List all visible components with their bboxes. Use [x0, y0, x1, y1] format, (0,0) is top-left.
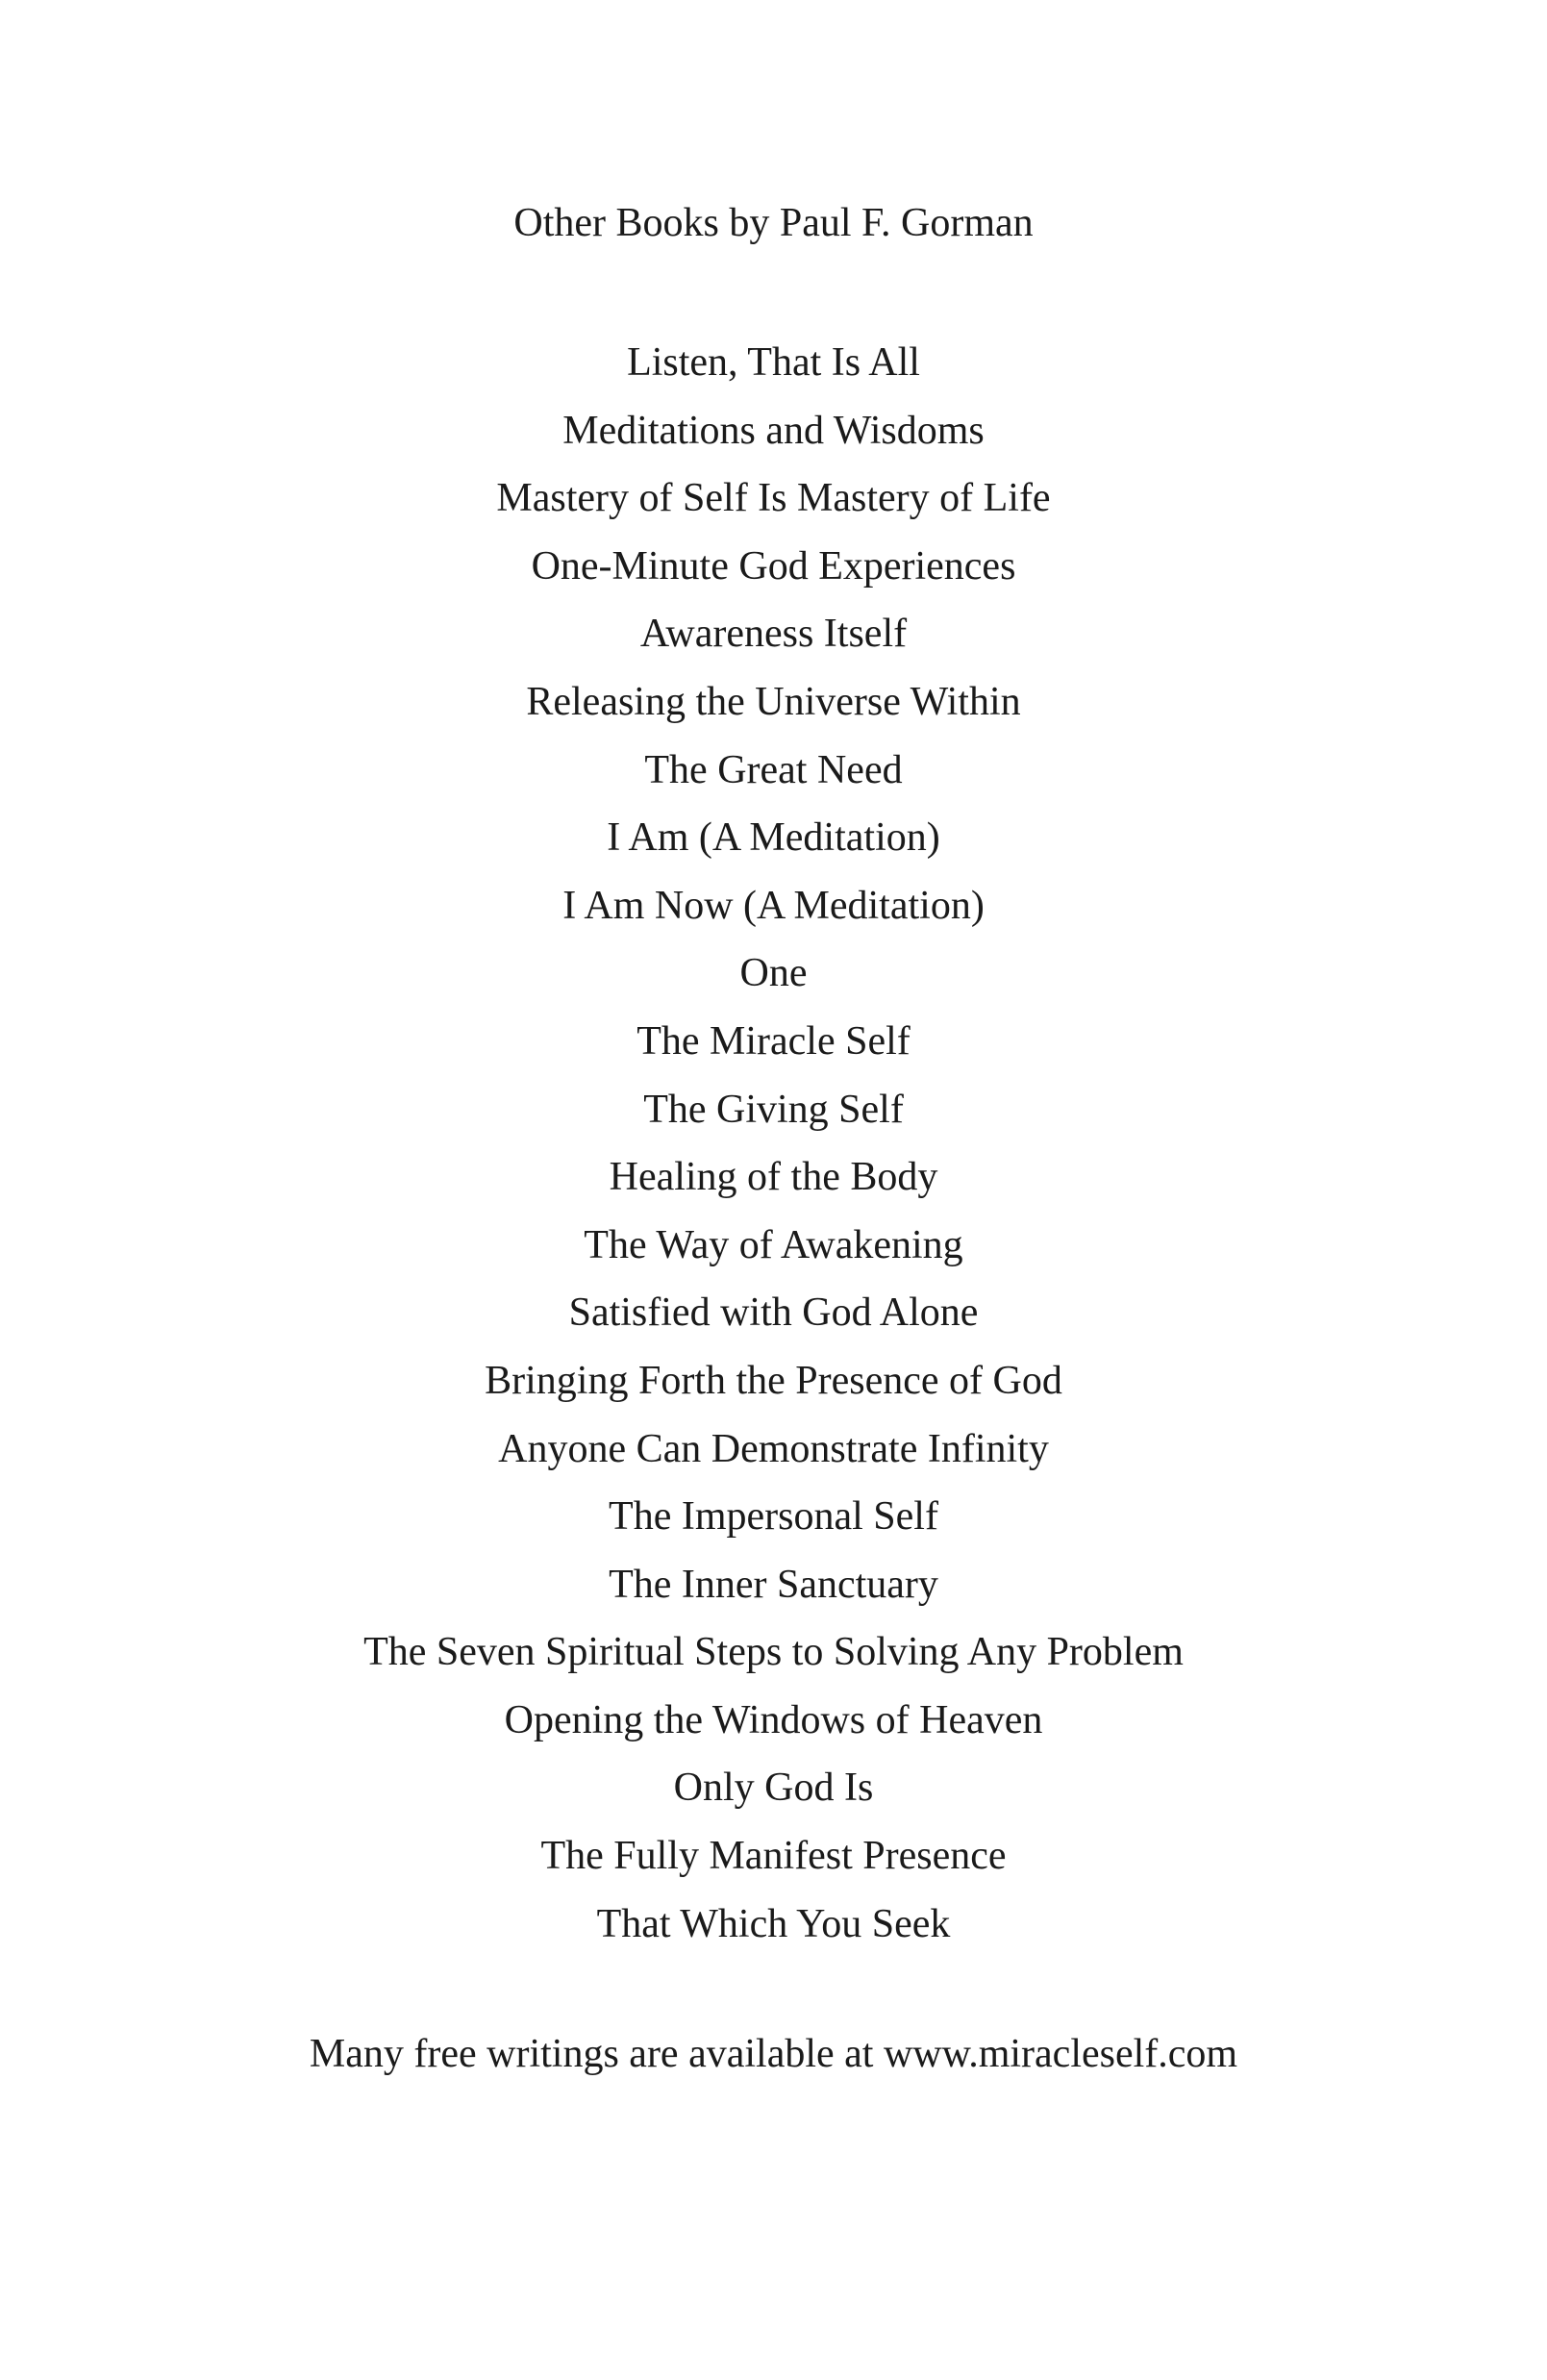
book-title: The Way of Awakening: [584, 1222, 963, 1267]
book-title: Anyone Can Demonstrate Infinity: [498, 1426, 1049, 1471]
book-title: One: [739, 951, 808, 996]
book-title: The Inner Sanctuary: [609, 1562, 938, 1607]
book-title: I Am Now (A Meditation): [562, 883, 985, 928]
book-title: Awareness Itself: [639, 612, 908, 657]
book-title: Mastery of Self Is Mastery of Life: [496, 476, 1051, 521]
book-title: One-Minute God Experiences: [531, 543, 1016, 589]
website-note: Many free writings are available at www.miracleself.com: [309, 2032, 1238, 2076]
book-title: The Great Need: [644, 747, 903, 792]
book-title: The Impersonal Self: [609, 1494, 938, 1540]
book-title: The Miracle Self: [636, 1018, 911, 1064]
book-title: Listen, That Is All: [627, 340, 920, 385]
book-title: Bringing Forth the Presence of God: [485, 1358, 1062, 1403]
book-title: Releasing the Universe Within: [526, 679, 1021, 724]
book-title: The Fully Manifest Presence: [540, 1834, 1007, 1879]
book-title: The Giving Self: [643, 1087, 904, 1132]
book-title: Meditations and Wisdoms: [562, 408, 985, 453]
book-list: [0, 329, 1547, 1958]
book-title: I Am (A Meditation): [607, 815, 940, 861]
page-heading: Other Books by Paul F. Gorman: [513, 201, 1034, 245]
book-title: Satisfied with God Alone: [568, 1290, 979, 1336]
book-title: Only God Is: [673, 1766, 874, 1811]
book-title: The Seven Spiritual Steps to Solving Any Problem: [363, 1630, 1184, 1675]
book-title: Opening the Windows of Heaven: [504, 1697, 1043, 1742]
book-title: Healing of the Body: [609, 1155, 938, 1200]
book-title: That Which You Seek: [596, 1901, 951, 1946]
